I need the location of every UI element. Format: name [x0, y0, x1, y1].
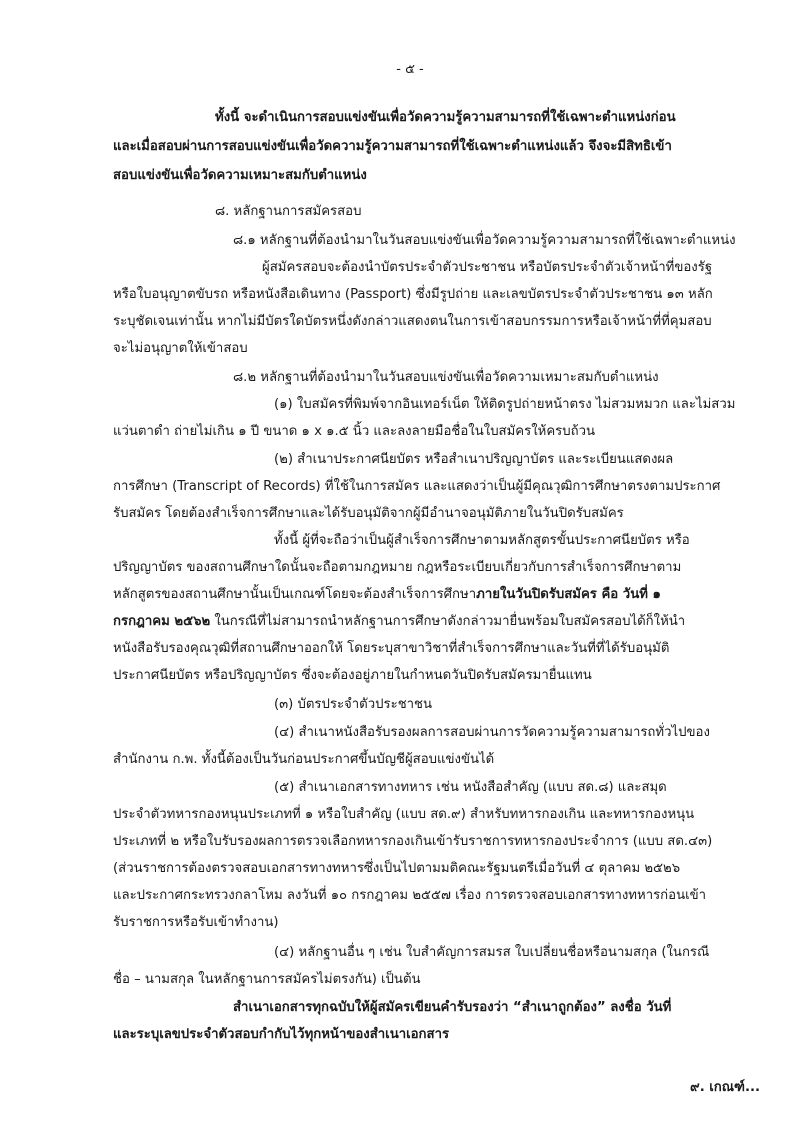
deadline-emphasis: ภายในวันปิดรับสมัคร คือ วันที่ ๑ — [476, 587, 661, 602]
s82-item6-line-1: (๔) หลักฐานอื่น ๆ เช่น ใบสำคัญการสมรส ใบเปลี่ยนชื่อหรือนามสกุล (ในกรณี — [274, 945, 710, 960]
s82-item5-line-5: และประกาศกระทรวงกลาโหม ลงวันที่ ๑๐ กรกฎาคม ๒๕๕๗ เรื่อง การตรวจสอบเอกสารทางทหารก่อนเข้า — [113, 888, 707, 903]
intro-line-3: สอบแข่งขันเพื่อวัดความเหมาะสมกับตำแหน่ง — [113, 168, 367, 183]
s82-item2-note-line-3 — [113, 583, 755, 607]
note-line-4-text: ในกรณีที่ไม่สามารถนำหลักฐานการศึกษาดังกล่าวมายื่นพร้อมใบสมัครสอบได้ก็ให้นำ — [210, 614, 686, 629]
s82-item3: (๓) บัตรประจำตัวประชาชน — [274, 697, 433, 712]
s81-line-2: ผู้สมัครสอบจะต้องนำบัตรประจำตัวประชาชน หรือบัตรประจำตัวเจ้าหน้าที่ของรัฐ — [262, 260, 713, 275]
s82-item2-note-line-4 — [113, 610, 755, 634]
section-8-heading: ๘. หลักฐานการสมัครสอบ — [215, 204, 362, 219]
s82-item5-line-3: ประเภทที่ ๒ หรือใบรับรองผลการตรวจเลือกทหารกองเกินเข้ารับราชการทหารกองประจำการ (แบบ สด.๔๓) — [113, 834, 713, 849]
s81-line-4: ระบุชัดเจนเท่านั้น หากไม่มีบัตรใดบัตรหนึ่งดังกล่าวแสดงตนในการเข้าสอบกรรมการหรือเจ้าหน้าที่ที่คุมสอบ — [113, 314, 712, 329]
next-page-indicator: ๙. เกณฑ์... — [690, 1080, 760, 1095]
s82-heading: ๘.๒ หลักฐานที่ต้องนำมาในวันสอบแข่งขันเพื่อวัดความเหมาะสมกับตำแหน่ง — [233, 370, 659, 385]
s82-item2-line-3: รับสมัคร โดยต้องสำเร็จการศึกษาและได้รับอนุมัติจากผู้มีอำนาจอนุมัติภายในวันปิดรับสมัคร — [113, 506, 624, 521]
s81-line-3: หรือใบอนุญาตขับรถ หรือหนังสือเดินทาง (Passport) ซึ่งมีรูปถ่าย และเลขบัตรประจำตัวประชาชน ๑๓ หลัก — [113, 287, 713, 302]
s82-item2-note-line-2: ปริญญาบัตร ของสถานศึกษาใดนั้นจะถือตามกฎหมาย กฎหรือระเบียบเกี่ยวกับการสำเร็จการศึกษาตาม — [113, 560, 682, 575]
s82-item2-note-line-1: ทั้งนี้ ผู้ที่จะถือว่าเป็นผู้สำเร็จการศึกษาตามหลักสูตรขั้นประกาศนียบัตร หรือ — [274, 533, 690, 548]
s82-item5-line-2: ประจำตัวทหารกองหนุนประเภทที่ ๑ หรือใบสำคัญ (แบบ สด.๙) สำหรับทหารกองเกิน และทหารกองหนุน — [113, 807, 695, 822]
s82-item2-line-2: การศึกษา (Transcript of Records) ที่ใช้ในการสมัคร และแสดงว่าเป็นผู้มีคุณวุฒิการศึกษาตรงตามประกาศ — [113, 479, 721, 494]
s82-item2-line-1: (๒) สำเนาประกาศนียบัตร หรือสำเนาปริญญาบัตร และระเบียนแสดงผล — [274, 452, 674, 467]
s82-item6-line-2: ชื่อ – นามสกุล ในหลักฐานการสมัครไม่ตรงกัน) เป็นต้น — [113, 972, 421, 987]
s82-item5-line-1: (๕) สำเนาเอกสารทางทหาร เช่น หนังสือสำคัญ (แบบ สด.๘) และสมุด — [274, 780, 667, 795]
s81-line-5: จะไม่อนุญาตให้เข้าสอบ — [113, 341, 248, 356]
s82-item2-note-line-5: หนังสือรับรองคุณวุฒิที่สถานศึกษาออกให้ โดยระบุสาขาวิชาที่สำเร็จการศึกษาและวันที่ที่ได้รับอนุมัติ — [113, 641, 670, 656]
s82-item1-line-2: แว่นตาดำ ถ่ายไม่เกิน ๑ ปี ขนาด ๑ x ๑.๕ นิ้ว และลงลายมือชื่อในใบสมัครให้ครบถ้วน — [113, 424, 596, 439]
s82-item4-line-2: สำนักงาน ก.พ. ทั้งนี้ต้องเป็นวันก่อนประกาศขึ้นบัญชีผู้สอบแข่งขันได้ — [113, 752, 495, 767]
deadline-date: กรกฎาคม ๒๕๖๒ — [113, 614, 211, 629]
s81-line-1: ๘.๑ หลักฐานที่ต้องนำมาในวันสอบแข่งขันเพื่อวัดความรู้ความสามารถที่ใช้เฉพาะตำแหน่ง — [233, 233, 736, 248]
s82-item4-line-1: (๔) สำเนาหนังสือรับรองผลการสอบผ่านการวัดความรู้ความสามารถทั่วไปของ — [274, 725, 710, 740]
intro-line-2: และเมื่อสอบผ่านการสอบแข่งขันเพื่อวัดความรู้ความสามารถที่ใช้เฉพาะตำแหน่งแล้ว จึงจะมีสิทธิเข้า — [113, 139, 672, 154]
certify-line-1: สำเนาเอกสารทุกฉบับให้ผู้สมัครเขียนคำรับรองว่า “สำเนาถูกต้อง” ลงชื่อ วันที่ — [233, 1000, 672, 1015]
note-line-3-text: หลักสูตรของสถานศึกษานั้นเป็นเกณฑ์โดยจะต้องสำเร็จการศึกษา — [113, 587, 477, 602]
certify-line-2: และระบุเลขประจำตัวสอบกำกับไว้ทุกหน้าของสำเนาเอกสาร — [113, 1027, 450, 1042]
s82-item2-note-line-6: ประกาศนียบัตร หรือปริญญาบัตร ซึ่งจะต้องอยู่ภายในกำหนดวันปิดรับสมัครมายื่นแทน — [113, 668, 592, 683]
s82-item5-line-4: (ส่วนราชการต้องตรวจสอบเอกสารทางทหารซึ่งเป็นไปตามมติคณะรัฐมนตรีเมื่อวันที่ ๔ ตุลาคม ๒๕๒๖ — [113, 861, 681, 876]
s82-item1-line-1: (๑) ใบสมัครที่พิมพ์จากอินเทอร์เน็ต ให้ติดรูปถ่ายหน้าตรง ไม่สวมหมวก และไม่สวม — [274, 397, 736, 412]
s82-item5-line-6: รับราชการหรือรับเข้าทำงาน) — [113, 915, 279, 930]
page-number: - ๕ - — [396, 62, 424, 77]
intro-line-1: ทั้งนี้ จะดำเนินการสอบแข่งขันเพื่อวัดความรู้ความสามารถที่ใช้เฉพาะตำแหน่งก่อน — [215, 110, 676, 125]
